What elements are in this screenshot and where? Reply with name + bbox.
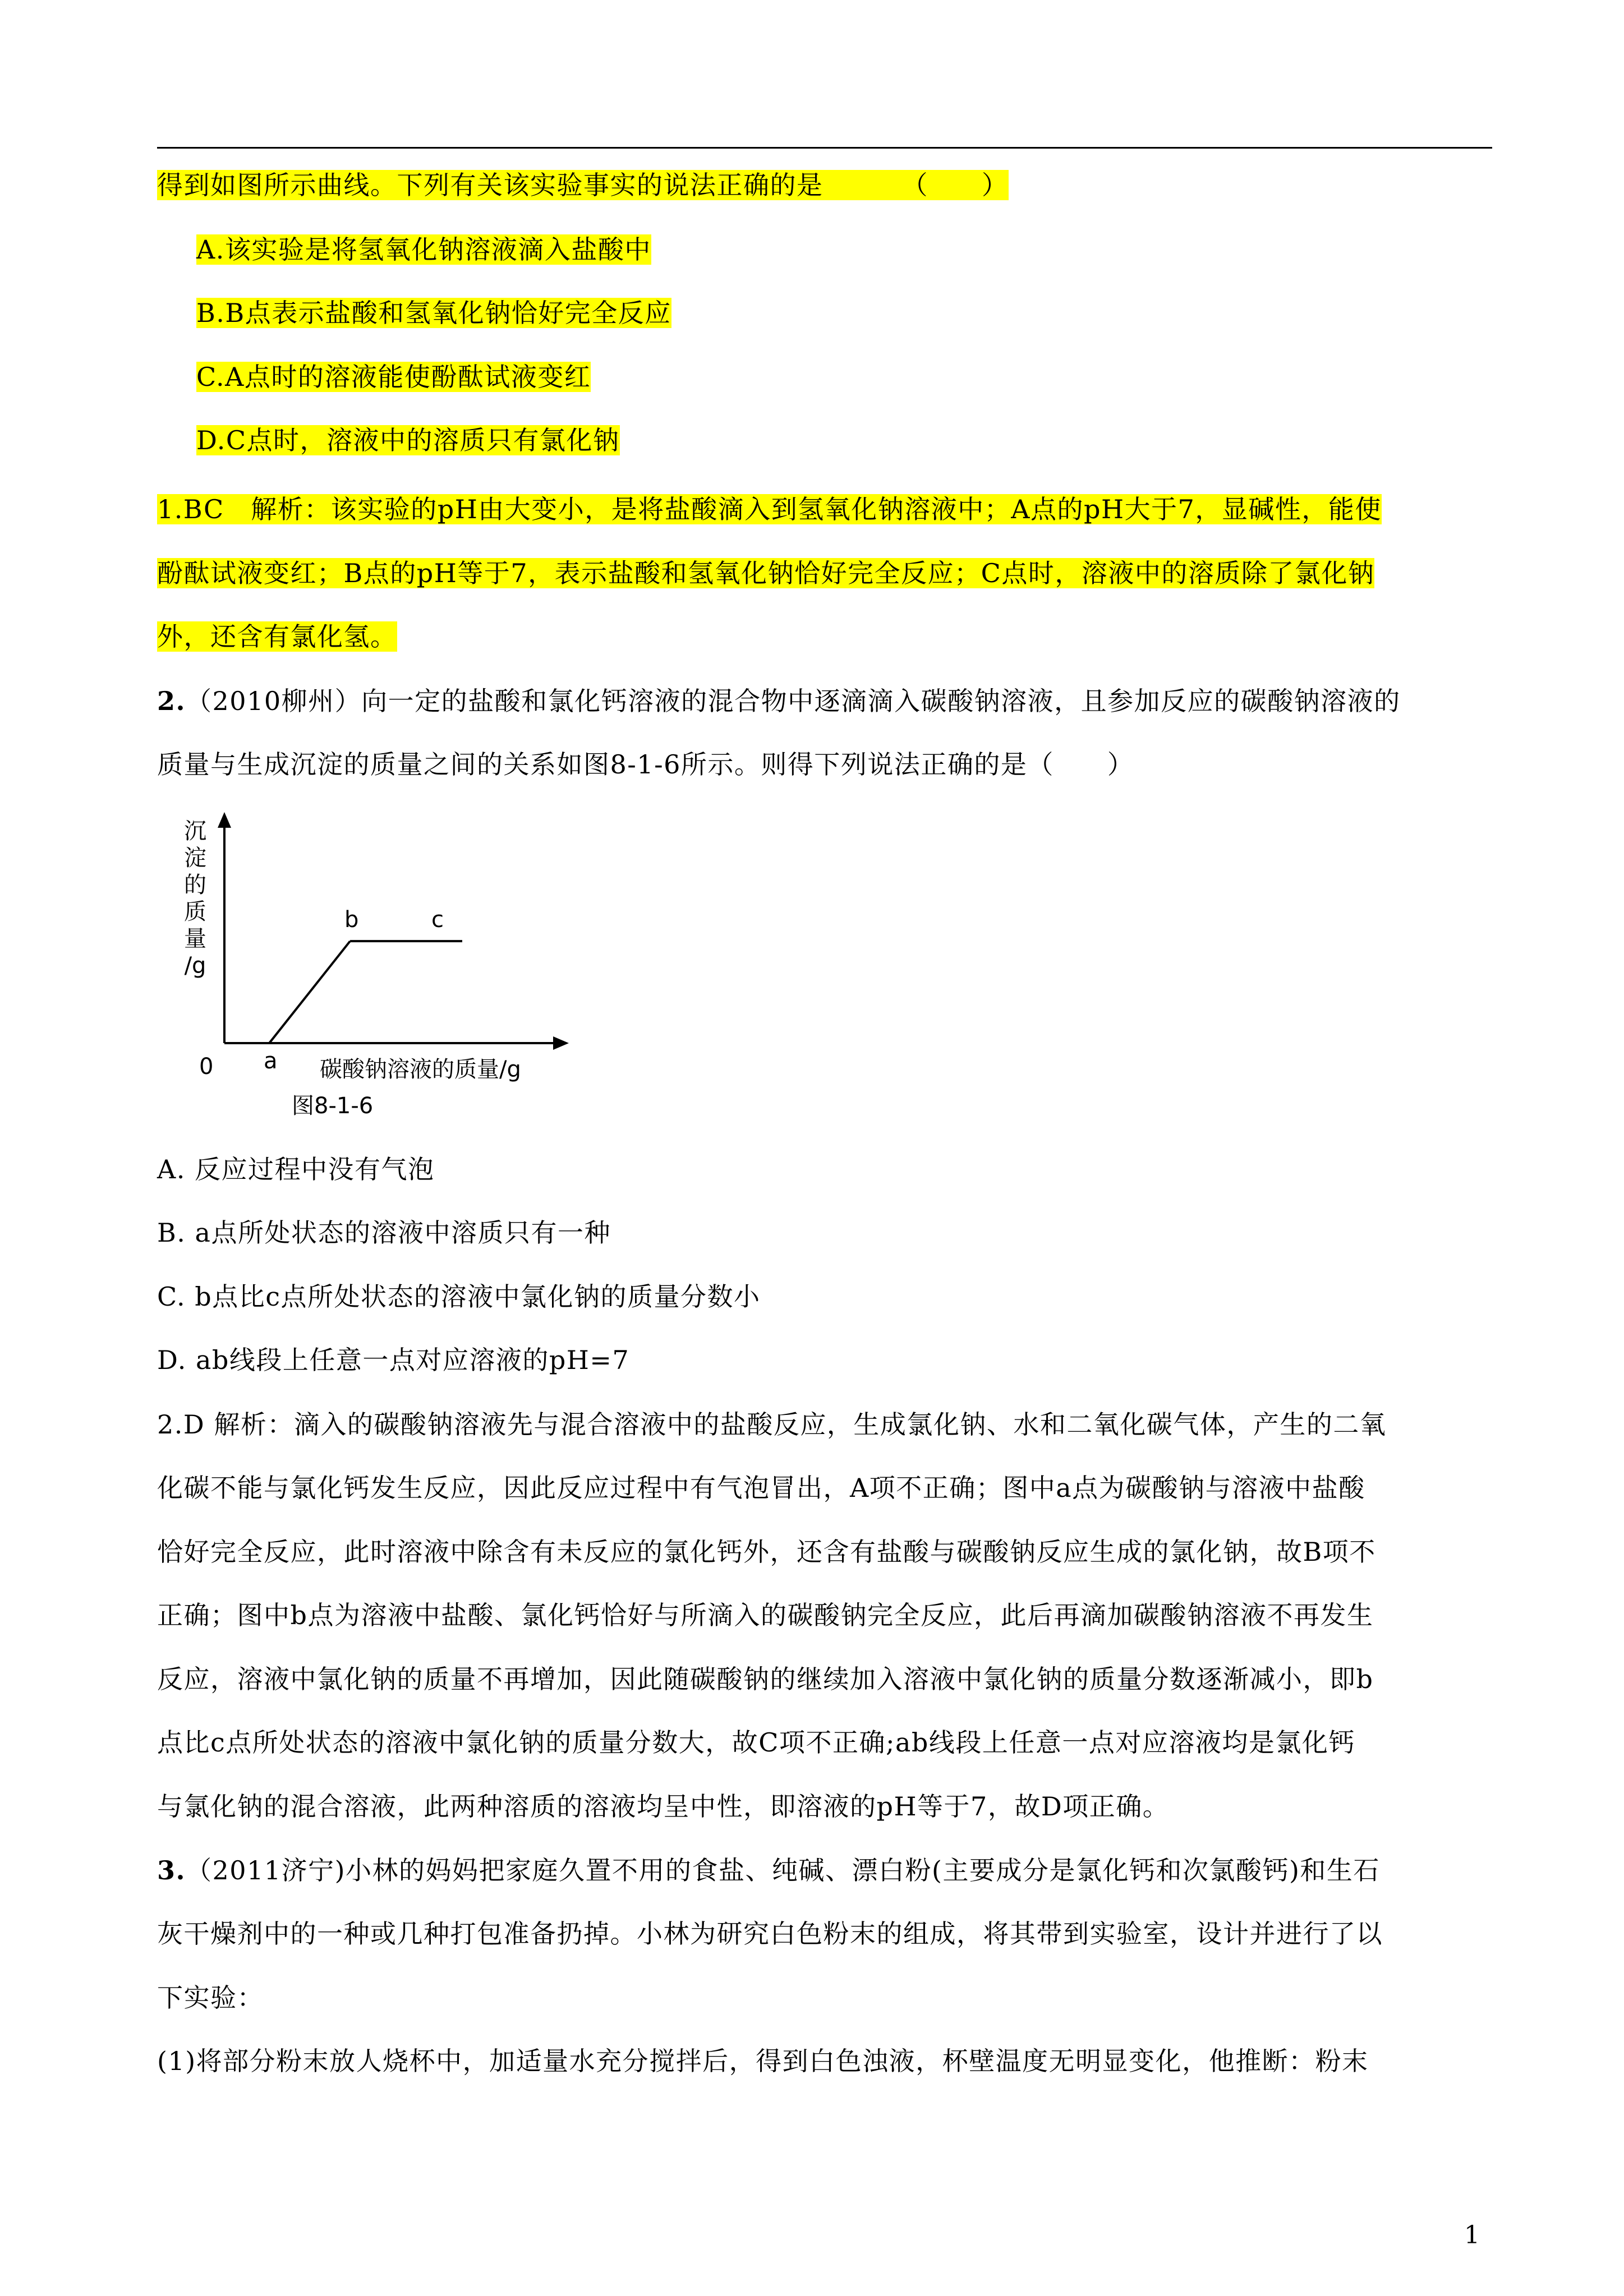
q2-answer-line: 与氯化钠的混合溶液，此两种溶质的溶液均呈中性，即溶液的pH等于7，故D项正确。 (157, 1791, 1170, 1822)
q1-option-a: A.该实验是将氢氧化钠溶液滴入盐酸中 (196, 234, 651, 265)
q2-answer-line: 正确；图中b点为溶液中盐酸、氯化钙恰好与所滴入的碳酸钠完全反应，此后再滴加碳酸钠溶液不再发生 (157, 1600, 1374, 1630)
page-number: 1 (1464, 2221, 1480, 2249)
point-label-a: a (264, 1048, 278, 1074)
q1-answer-line: 1.BC 解析：该实验的pH由大变小，是将盐酸滴入到氢氧化钠溶液中；A点的pH大于7，显碱性，能使 (157, 494, 1382, 524)
q3-stem-line: 灰干燥剂中的一种或几种打包准备扔掉。小林为研究白色粉末的组成，将其带到实验室，设计并进行了以 (157, 1919, 1383, 1949)
y-axis-label-char: 的 (184, 872, 206, 898)
x-axis-label: 碳酸钠溶液的质量/g (320, 1057, 521, 1082)
q2-answer-line: 恰好完全反应，此时溶液中除含有未反应的氯化钙外，还含有盐酸与碳酸钠反应生成的氯化钠，故B项不 (157, 1537, 1376, 1567)
header-rule (157, 147, 1492, 149)
y-axis-label-char: 质 (184, 899, 206, 925)
q3-stem-line: 3.（2011济宁)小林的妈妈把家庭久置不用的食盐、纯碱、漂白粉(主要成分是氯化钙和次氯酸钙)和生石 (157, 1855, 1380, 1885)
y-axis-label-char: 量 (184, 926, 206, 952)
y-axis-label-char: 淀 (184, 845, 206, 871)
curve-segment-ab (269, 941, 350, 1043)
q1-stem: 得到如图所示曲线。下列有关该实验事实的说法正确的是 （ ） (157, 170, 1009, 200)
q2-option-c: C. b点比c点所处状态的溶液中氯化钠的质量分数小 (157, 1281, 761, 1312)
q2-answer-line: 2.D 解析：滴入的碳酸钠溶液先与混合溶液中的盐酸反应，生成氯化钠、水和二氧化碳气体，产生的二氧 (157, 1409, 1387, 1440)
q1-answer-line: 酚酞试液变红；B点的pH等于7，表示盐酸和氢氧化钠恰好完全反应；C点时，溶液中的溶质除了氯化钠 (157, 558, 1375, 588)
y-axis-label-char: /g (184, 953, 206, 979)
q2-option-b: B. a点所处状态的溶液中溶质只有一种 (157, 1218, 611, 1248)
y-axis-label-char: 沉 (184, 818, 206, 844)
point-labels (264, 907, 444, 1074)
q1-option-c: C.A点时的溶液能使酚酞试液变红 (196, 362, 591, 392)
figure-8-1-6 (168, 808, 673, 1122)
q2-option-a: A. 反应过程中没有气泡 (157, 1154, 435, 1184)
x-axis-arrow (553, 1036, 569, 1050)
q2-answer-line: 化碳不能与氯化钙发生反应，因此反应过程中有气泡冒出，A项不正确；图中a点为碳酸钠与溶液中盐酸 (157, 1473, 1365, 1503)
point-label-c: c (431, 907, 444, 933)
y-axis-arrow (218, 812, 231, 828)
q2-stem-line: 2.（2010柳州）向一定的盐酸和氯化钙溶液的混合物中逐滴滴入碳酸钠溶液，且参加反应的碳酸钠溶液的 (157, 686, 1401, 716)
figure-caption: 图8-1-6 (292, 1093, 374, 1119)
q2-answer-line: 反应，溶液中氯化钠的质量不再增加，因此随碳酸钠的继续加入溶液中氯化钠的质量分数逐渐减小，即b (157, 1664, 1374, 1694)
y-axis-label (184, 818, 206, 979)
q2-stem-line: 质量与生成沉淀的质量之间的关系如图8-1-6所示。则得下列说法正确的是（ ） (157, 749, 1134, 780)
q1-answer-line: 外，还含有氯化氢。 (157, 621, 397, 652)
q3-stem-line: (1)将部分粉末放人烧杯中，加适量水充分搅拌后，得到白色浊液，杯壁温度无明显变化，他推断：粉末 (157, 2046, 1369, 2076)
precipitate-curve (269, 941, 462, 1043)
q2-answer-line: 点比c点所处状态的溶液中氯化钠的质量分数大，故C项不正确;ab线段上任意一点对应溶液均是氯化钙 (157, 1727, 1355, 1758)
q1-option-d: D.C点时，溶液中的溶质只有氯化钠 (196, 425, 620, 455)
point-label-b: b (344, 907, 359, 933)
origin-label: 0 (199, 1054, 214, 1080)
q3-stem-line: 下实验： (157, 1983, 264, 2013)
q2-option-d: D. ab线段上任意一点对应溶液的pH=7 (157, 1345, 630, 1375)
q1-option-b: B.B点表示盐酸和氢氧化钠恰好完全反应 (196, 298, 671, 328)
